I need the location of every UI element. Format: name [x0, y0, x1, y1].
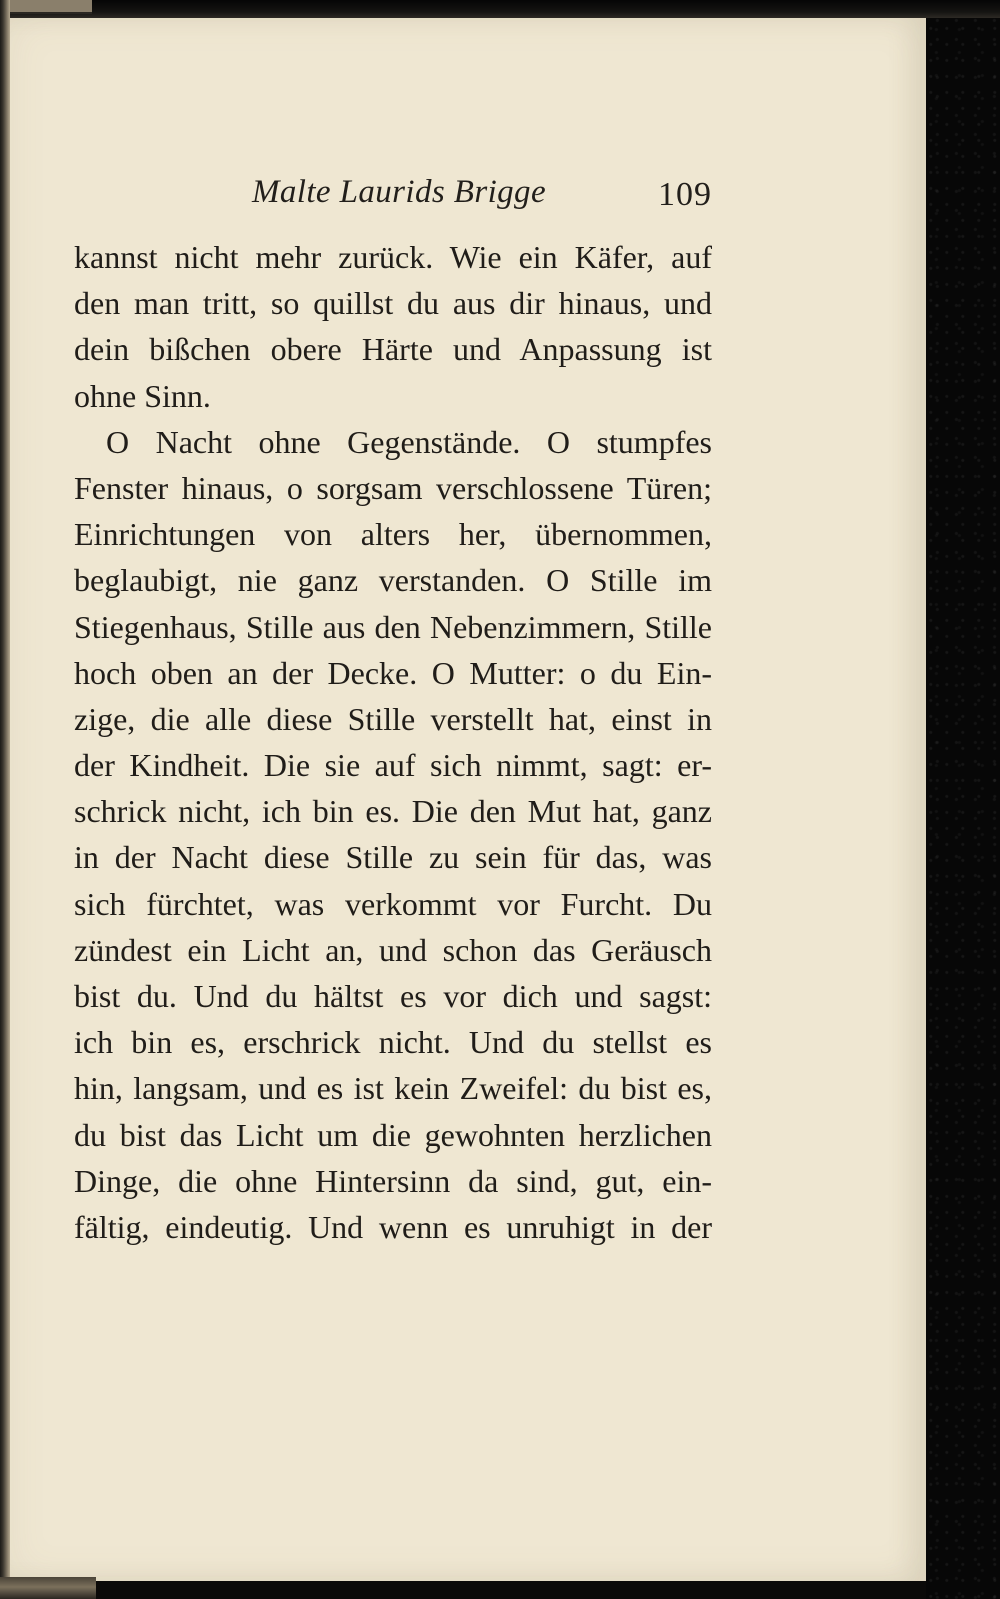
text-line: ich bin es, erschrick nicht. Und du stellst es: [74, 1024, 712, 1061]
text-line: hin, langsam, und es ist kein Zweifel: du bist es,: [74, 1070, 712, 1107]
text-line: ohne Sinn.: [74, 377, 211, 414]
text-line: bist du. Und du hältst es vor dich und sagst:: [74, 978, 712, 1014]
left-book-edge: [0, 0, 10, 1599]
text-line: kannst nicht mehr zurück. Wie ein Käfer, auf: [74, 239, 712, 275]
top-binding-tab: [0, 0, 92, 14]
top-scan-edge: [0, 0, 1000, 18]
bottom-binding-tab: [0, 1577, 96, 1599]
text-line: schrick nicht, ich bin es. Die den Mut hat, ganz: [74, 793, 712, 830]
scan-background-shadow: [926, 10, 1000, 1599]
running-header: [252, 172, 712, 217]
text-line: hoch oben an der Decke. O Mutter: o du Ein-: [74, 654, 712, 691]
text-line: Stiegenhaus, Stille aus den Nebenzimmern, Stille: [74, 608, 712, 645]
page-number: 109: [658, 176, 712, 213]
text-line: zige, die alle diese Stille verstellt hat, einst in: [74, 700, 712, 737]
text-line: den man tritt, so quillst du aus dir hinaus, und: [74, 285, 712, 322]
text-line: der Kindheit. Die sie auf sich nimmt, sagt: er-: [74, 747, 712, 784]
text-line: zündest ein Licht an, und schon das Geräusch: [74, 931, 712, 968]
text-line: beglaubigt, nie ganz verstanden. O Stille im: [74, 562, 712, 599]
text-line: Fenster hinaus, o sorgsam verschlossene Türen;: [74, 469, 712, 506]
text-line: Einrichtungen von alters her, übernommen,: [74, 516, 712, 553]
text-line: Dinge, die ohne Hintersinn da sind, gut, ein-: [74, 1162, 712, 1199]
text-line: du bist das Licht um die gewohnten herzlichen: [74, 1116, 712, 1153]
text-line: O Nacht ohne Gegenstände. O stumpfes: [106, 423, 712, 460]
text-line: sich fürchtet, was verkommt vor Furcht. Du: [74, 885, 712, 922]
text-line: in der Nacht diese Stille zu sein für das, was: [74, 839, 712, 876]
text-line: dein bißchen obere Härte und Anpassung ist: [74, 331, 712, 368]
running-title: Malte Laurids Brigge: [252, 174, 546, 210]
main-text: [74, 234, 712, 1274]
text-line: fältig, eindeutig. Und wenn es unruhigt in der: [74, 1208, 712, 1245]
